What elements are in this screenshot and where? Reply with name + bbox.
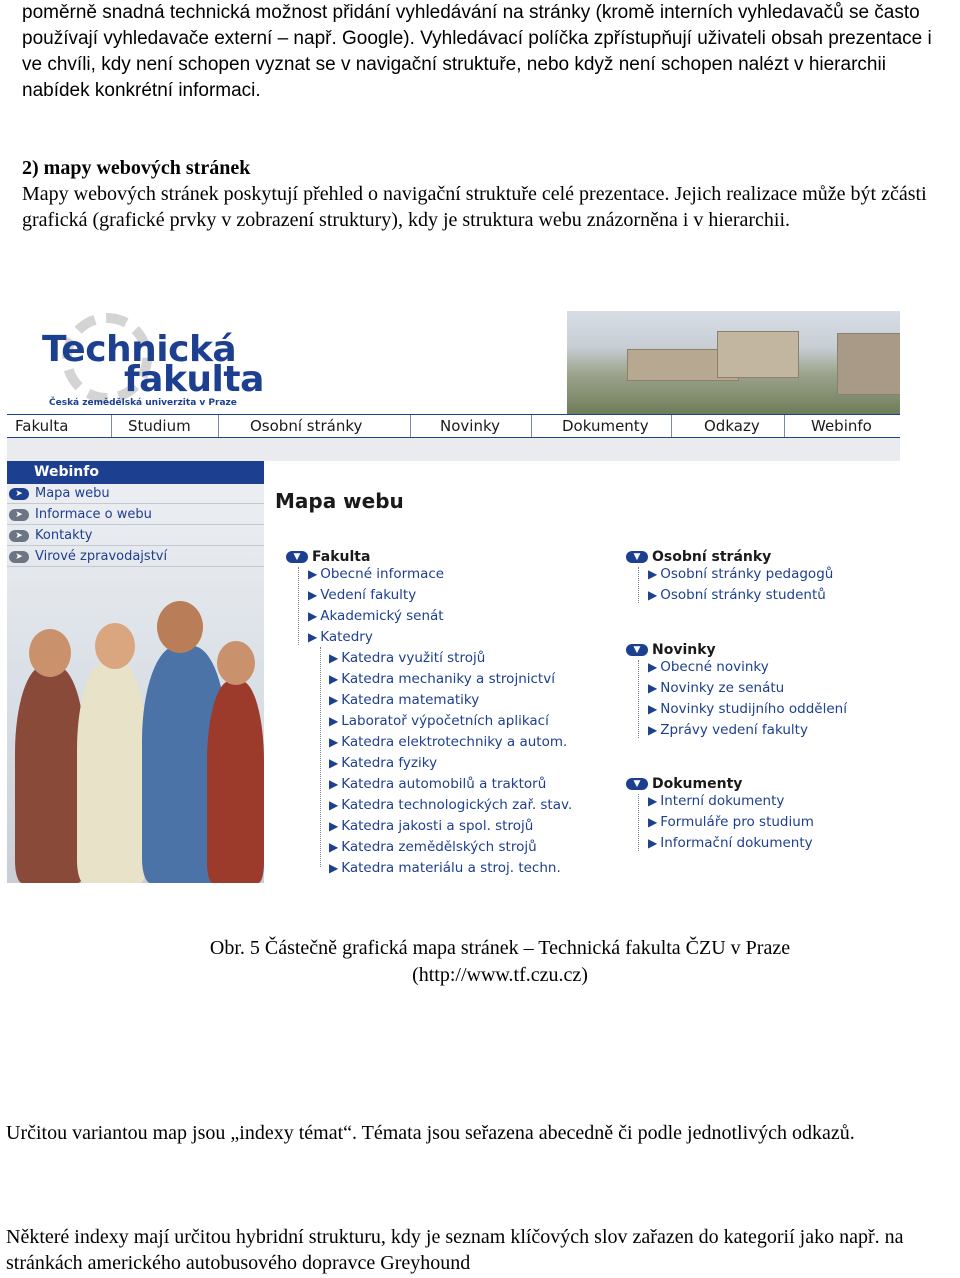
sub-nav-strip: [7, 438, 900, 461]
arrow-icon: ➤: [9, 509, 29, 521]
arrow-icon: ▶: [648, 815, 658, 829]
arrow-icon: ▶: [329, 840, 339, 854]
tree-line: [298, 567, 299, 645]
nav-dokumenty[interactable]: Dokumenty: [532, 415, 672, 437]
arrow-icon: ▶: [308, 609, 318, 623]
section-2: [22, 155, 954, 233]
heading-label: Dokumenty: [652, 776, 743, 792]
nav-fakulta[interactable]: Fakulta: [7, 415, 112, 437]
sidebar-item-virove[interactable]: [7, 547, 264, 567]
link-akademicky-senat[interactable]: ▶ Akademický senát: [308, 608, 444, 624]
sitemap-link[interactable]: [648, 680, 784, 696]
website-screenshot: [7, 311, 900, 883]
link-label: Katedra automobilů a traktorů: [341, 776, 547, 792]
sitemap-link[interactable]: [648, 722, 808, 738]
paragraph-indexy: Určitou variantou map jsou „indexy témat“. Témata jsou seřazena abecedně či podle jednotlivých odkazů.: [6, 1122, 855, 1144]
sidebar-item-kontakty[interactable]: [7, 526, 264, 546]
caption-url: (http://www.tf.czu.cz): [412, 964, 588, 986]
arrow-icon: ▶: [648, 794, 658, 808]
arrow-icon: ▶: [648, 567, 658, 581]
arrow-icon: ▶: [308, 588, 318, 602]
section-heading: 2) mapy webových stránek: [22, 157, 251, 179]
sitemap-link[interactable]: [648, 587, 826, 603]
section-heading-link[interactable]: [626, 642, 716, 658]
arrow-icon: ▶: [329, 798, 339, 812]
arrow-icon: ▶: [329, 735, 339, 749]
tree-line: [638, 567, 639, 603]
arrow-down-icon: ▼: [286, 551, 308, 563]
link-label: Katedra materiálu a stroj. techn.: [341, 860, 561, 876]
link-label: Obecné novinky: [660, 659, 769, 675]
link-katedra[interactable]: [329, 839, 537, 855]
link-katedra[interactable]: [329, 860, 561, 876]
link-label: Laboratoř výpočetních aplikací: [341, 713, 549, 729]
tree-line: [638, 660, 639, 738]
tree-line: [320, 647, 321, 867]
campus-photo: [567, 311, 900, 414]
link-label: Formuláře pro studium: [660, 814, 814, 830]
arrow-down-icon: ▼: [626, 551, 648, 563]
sitemap-link[interactable]: [648, 566, 833, 582]
link-label: Katedra jakosti a spol. strojů: [341, 818, 534, 834]
arrow-icon: ▶: [648, 723, 658, 737]
nav-odkazy[interactable]: Odkazy: [672, 415, 785, 437]
link-katedra[interactable]: [329, 734, 567, 750]
page-title: Mapa webu: [275, 489, 404, 513]
arrow-down-icon: ▼: [626, 644, 648, 656]
link-label: Osobní stránky studentů: [660, 587, 826, 603]
logo-line-2: fakulta: [124, 359, 264, 400]
arrow-icon: ▶: [648, 702, 658, 716]
link-label: Katedra fyziky: [341, 755, 438, 771]
figure-caption: [0, 935, 960, 989]
logo-line-3: Česká zemědělská univerzita v Praze: [49, 398, 237, 408]
heading-label: Novinky: [652, 642, 716, 658]
section-heading-link[interactable]: [626, 776, 742, 792]
arrow-icon: ▶: [308, 630, 318, 644]
link-label: Novinky studijního oddělení: [660, 701, 847, 717]
nav-studium[interactable]: Studium: [112, 415, 219, 437]
link-label: Katedra technologických zař. stav.: [341, 797, 573, 813]
sitemap-link[interactable]: [648, 701, 847, 717]
students-photo: [7, 571, 264, 883]
sitemap-content: [264, 461, 900, 883]
site-banner: [7, 311, 900, 414]
arrow-icon: ▶: [329, 693, 339, 707]
sitemap-link[interactable]: [648, 814, 814, 830]
tree-line: [638, 794, 639, 851]
link-label: Katedra mechaniky a strojnictví: [341, 671, 555, 687]
arrow-icon: ▶: [648, 660, 658, 674]
link-label: Zprávy vedení fakulty: [660, 722, 808, 738]
sidebar-item-label: Kontakty: [35, 528, 93, 543]
paragraph-hybridni: Některé indexy mají určitou hybridní strukturu, kdy je seznam klíčových slov zařazen do kategorií jako např. na stránkách amerického autobusového dopravce Greyhound: [6, 1226, 904, 1274]
arrow-icon: ▶: [329, 714, 339, 728]
link-katedra[interactable]: [329, 713, 549, 729]
sidebar-item-label: Mapa webu: [35, 486, 110, 501]
sidebar-item-label: Virové zpravodajství: [35, 549, 168, 564]
heading-label: Fakulta: [312, 549, 371, 565]
intro-paragraph: poměrně snadná technická možnost přidání vyhledávání na stránky (kromě interních vyhledavačů se často používají vyhledavače externí – např. Google). Vyhledávací políčka zpřístupňují uživateli obsah prezentace i ve chvíli, kdy není schopen vyznat se v navigační struktuře, nebo když není schopen nalézt v hierarchii nabídek konkrétní informaci.: [22, 2, 932, 101]
nav-webinfo[interactable]: Webinfo: [811, 417, 872, 435]
link-katedra[interactable]: [329, 797, 572, 813]
arrow-icon: ➤: [9, 488, 29, 500]
sitemap-link[interactable]: [648, 659, 769, 675]
link-katedra[interactable]: [329, 818, 533, 834]
caption-line-1: Obr. 5 Částečně grafická mapa stránek – Technická fakulta ČZU v Praze: [209, 937, 791, 959]
arrow-icon: ➤: [9, 530, 29, 542]
arrow-icon: ▶: [329, 777, 339, 791]
arrow-icon: ▶: [329, 651, 339, 665]
link-label: Katedra zemědělských strojů: [341, 839, 537, 855]
link-label: Novinky ze senátu: [660, 680, 785, 696]
arrow-icon: ▶: [329, 756, 339, 770]
sidebar-item-informace[interactable]: [7, 505, 264, 525]
arrow-icon: ➤: [9, 551, 29, 563]
arrow-icon: ▶: [329, 672, 339, 686]
link-katedra[interactable]: [329, 671, 555, 687]
sitemap-link[interactable]: [648, 793, 784, 809]
section-heading-link[interactable]: [626, 549, 771, 565]
heading-label: Osobní stránky: [652, 549, 772, 565]
link-label: Osobní stránky pedagogů: [660, 566, 834, 582]
link-obecne-informace[interactable]: ▶ Obecné informace: [308, 566, 445, 582]
link-katedra[interactable]: [329, 755, 437, 771]
top-navigation: [7, 414, 900, 439]
arrow-icon: ▶: [648, 588, 658, 602]
link-label: Katedra matematiky: [341, 692, 480, 708]
arrow-down-icon: ▼: [626, 778, 648, 790]
arrow-icon: ▶: [329, 819, 339, 833]
link-label: Katedra využití strojů: [341, 650, 486, 666]
nav-novinky[interactable]: Novinky: [411, 415, 532, 437]
section-body: Mapy webových stránek poskytují přehled o navigační struktuře celé prezentace. Jejich realizace může být zčásti grafická (grafické prvky v zobrazení struktury), kdy je struktura webu znázorněna i v hierarchii.: [22, 183, 927, 231]
link-katedra[interactable]: [329, 692, 479, 708]
sidebar-title: Webinfo: [7, 461, 264, 484]
link-katedry[interactable]: ▶ Katedry: [308, 629, 373, 645]
sidebar: [7, 461, 264, 883]
sidebar-item-mapa-webu[interactable]: [7, 484, 264, 504]
arrow-icon: ▶: [648, 836, 658, 850]
sitemap-link[interactable]: [648, 835, 813, 851]
logo-line-1: Technická: [42, 329, 237, 370]
link-katedra[interactable]: [329, 650, 485, 666]
arrow-icon: ▶: [329, 861, 339, 875]
arrow-icon: ▶: [308, 567, 318, 581]
link-katedra[interactable]: [329, 776, 546, 792]
arrow-icon: ▶: [648, 681, 658, 695]
link-label: Informační dokumenty: [660, 835, 813, 851]
link-label: Katedra elektrotechniky a autom.: [341, 734, 568, 750]
link-label: Interní dokumenty: [660, 793, 785, 809]
heading-fakulta[interactable]: [286, 549, 370, 565]
nav-osobni-stranky[interactable]: Osobní stránky: [219, 415, 411, 437]
link-vedeni-fakulty[interactable]: ▶ Vedení fakulty: [308, 587, 417, 603]
sidebar-item-label: Informace o webu: [35, 507, 152, 522]
